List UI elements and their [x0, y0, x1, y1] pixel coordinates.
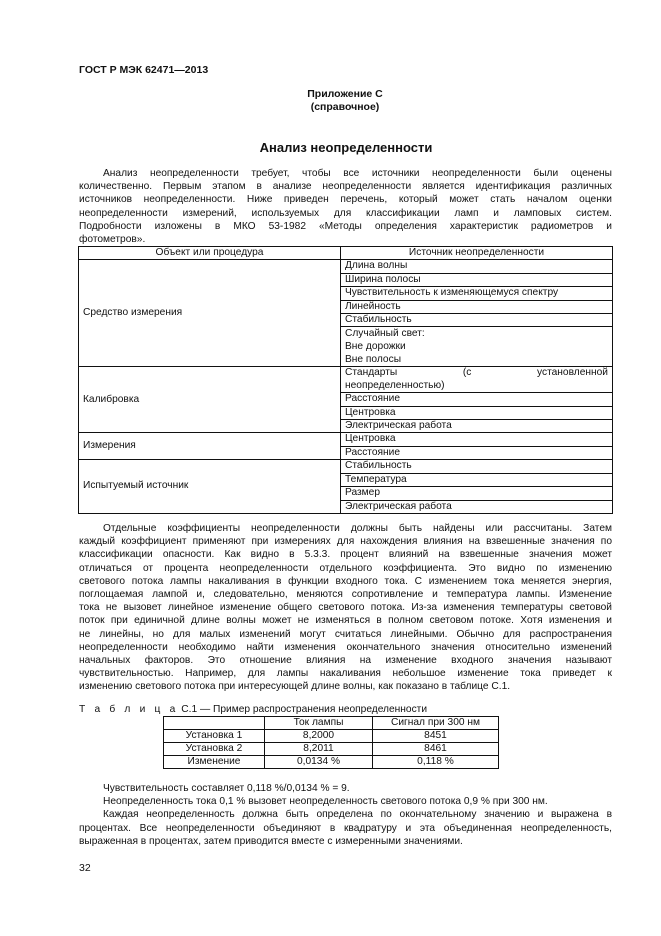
- column-header: Сигнал при 300 нм: [373, 717, 499, 730]
- table-row: [164, 743, 499, 756]
- appendix-type: (справочное): [310, 101, 380, 113]
- cell: 8461: [373, 743, 499, 756]
- object-cell: Средство измерения: [79, 260, 341, 367]
- row-label: Установка 1: [164, 730, 265, 743]
- cell: 0,118 %: [373, 756, 499, 769]
- source-line: Стандарты (с установленной: [345, 367, 608, 379]
- object-cell: Измерения: [79, 433, 341, 460]
- cell: 8451: [373, 730, 499, 743]
- text-line: тока не вызовет линейное изменение общего светового потока. Из-за изменения температуры световой: [79, 602, 612, 614]
- text-line: процентах. Все неопределенности объединяют в квадратуру и эта объединенная неопределенность,: [79, 822, 612, 834]
- source-cell: Стабильность: [341, 460, 613, 473]
- page-number: 32: [79, 862, 91, 874]
- text-line: неопределенности необходимо найти изменения окончательного значения относительно изменений: [79, 641, 612, 653]
- object-cell: Калибровка: [79, 367, 341, 433]
- text-line: фотометров».: [79, 234, 146, 246]
- table-row: [79, 460, 613, 473]
- text-line: поток при единичной длине волны может не изменяться в полном световом потоке. Хотя изменения и: [79, 615, 612, 627]
- caption-text: Пример распространения неопределенности: [213, 704, 428, 715]
- text-line: Каждая неопределенность должна быть определена по окончательному значению и выражена в: [103, 809, 612, 821]
- text-line: начальных факторов. Это отношение влияния на изменение входного значения называют: [79, 655, 612, 667]
- text-line: поглощаемая лампой и, следовательно, меняются сопротивление и температура лампы. Изменение: [79, 589, 612, 601]
- text-line: Чувствительность составляет 0,118 %/0,0134 % = 9.: [103, 783, 350, 794]
- table-caption: [79, 704, 427, 715]
- cell: 8,2000: [265, 730, 373, 743]
- source-cell: Электрическая работа: [341, 500, 613, 513]
- source-cell: Центровка: [341, 406, 613, 419]
- column-header: Объект или процедура: [79, 247, 341, 260]
- closing-paragraphs: [79, 782, 612, 848]
- source-cell: Линейность: [341, 300, 613, 313]
- text-line: каждый коэффициент применяют при измерениях для нахождения влияния на взвешенные значения по: [79, 536, 612, 548]
- source-line: неопределенностью): [345, 379, 445, 391]
- text-line: Подробности изложены в МКО 53-1982 «Методы определения характеристик радиометров и: [79, 220, 612, 232]
- text-line: Анализ неопределенности требует, чтобы все источники неопределенности были оценены: [103, 168, 612, 179]
- source-cell: Температура: [341, 473, 613, 486]
- source-cell: Электрическая работа: [341, 420, 613, 433]
- column-header: [164, 717, 265, 730]
- text-line: светового потока лампы накаливания в функции входного тока. С изменением тока меняется энергия,: [79, 575, 612, 587]
- source-cell: Расстояние: [341, 446, 613, 459]
- source-cell: [341, 327, 613, 367]
- table-row: [164, 756, 499, 769]
- text-line: Неопределенность тока 0,1 % вызовет неопределенность светового потока 0,9 % при 300 нм.: [103, 796, 548, 808]
- text-line: изменению светового потока при интересующей длине волны, как показано в таблице С.1.: [79, 681, 511, 693]
- caption-prefix: Т а б л и ц а: [79, 704, 179, 715]
- column-header: Источник неопределенности: [341, 247, 613, 260]
- source-line: Вне полосы: [345, 354, 402, 366]
- source-line: Случайный свет:: [345, 328, 425, 340]
- text-line: отличаться от процента неопределенности отдельного коэффициента. Это видно по изменению: [79, 562, 612, 574]
- table-row: [79, 367, 613, 393]
- text-line: источников неопределенности. Ниже приведен перечень, который может стать началом оценки: [79, 194, 612, 206]
- table-row: [79, 260, 613, 273]
- text-line: чувствительностью. Например, для лампы накаливания небольшое изменение тока приведет к: [79, 668, 612, 680]
- source-line: Вне дорожки: [345, 341, 406, 353]
- body-paragraph: [79, 522, 612, 694]
- cell: 8,2011: [265, 743, 373, 756]
- source-cell: Расстояние: [341, 393, 613, 406]
- object-cell: Испытуемый источник: [79, 460, 341, 514]
- source-cell: [341, 367, 613, 393]
- section-title: Анализ неопределенности: [259, 140, 433, 155]
- row-label: Установка 2: [164, 743, 265, 756]
- appendix-label: Приложение С: [307, 88, 383, 100]
- table-row: [79, 433, 613, 446]
- source-cell: Центровка: [341, 433, 613, 446]
- source-cell: Размер: [341, 487, 613, 500]
- source-cell: Длина волны: [341, 260, 613, 273]
- column-header: Ток лампы: [265, 717, 373, 730]
- intro-paragraph: [79, 167, 612, 246]
- table-c1: [163, 716, 499, 769]
- text-line: неопределенности измерений, используемых для классификации ламп и ламповых систем.: [79, 207, 612, 219]
- uncertainty-sources-table: [78, 246, 613, 514]
- text-line: количественно. Первым этапом в анализе неопределенности является идентификация различных: [79, 181, 612, 193]
- cell: 0,0134 %: [265, 756, 373, 769]
- text-line: не линейны, но для малых изменений могут считаться линейными. Обычно для распространения: [79, 628, 612, 640]
- text-line: выраженная в процентах, затем приводится вместе с измеренными значениями.: [79, 835, 463, 847]
- table-row: [164, 730, 499, 743]
- table-header-row: [79, 247, 613, 260]
- document-header: ГОСТ Р МЭК 62471—2013: [79, 64, 209, 76]
- caption-number: С.1: [181, 704, 198, 715]
- row-label: Изменение: [164, 756, 265, 769]
- source-cell: Стабильность: [341, 314, 613, 327]
- text-line: классификации опасности. Как видно в 5.3.3. процент влияний на взвешенные значения может: [79, 549, 612, 561]
- table-header-row: [164, 717, 499, 730]
- source-cell: Чувствительность к изменяющемуся спектру: [341, 287, 613, 300]
- caption-dash: —: [200, 704, 211, 715]
- source-cell: Ширина полосы: [341, 273, 613, 286]
- text-line: Отдельные коэффициенты неопределенности должны быть найдены или рассчитаны. Затем: [103, 523, 612, 534]
